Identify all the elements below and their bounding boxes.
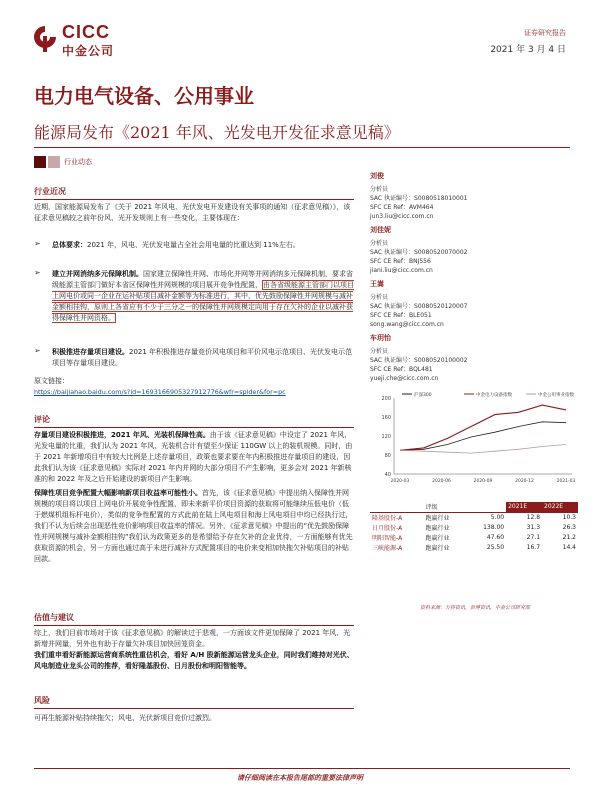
table-header: 评级 <box>423 502 467 512</box>
y-tick-label: 200 <box>381 396 391 402</box>
valuation-table <box>370 502 578 552</box>
legend-label: 中金电力设备指数 <box>476 393 512 398</box>
source-link[interactable]: https://baijiahao.baidu.com/s?id=1693166905327912776&wfr=spider&for=pc <box>34 388 286 396</box>
bullet-icon: ➢ <box>34 239 41 248</box>
valuation-paragraph-2: 我们重申看好新能源运营商系统性重估机会，看好 A/H 股新能源运营龙头企业，同时我们维持对光伏、风电制造业龙头公司的推荐，看好隆基股份、日月股份和明阳智能等。 <box>34 651 354 670</box>
table-cell-rating: 跑赢行业 <box>425 544 450 552</box>
analyst-block <box>370 334 467 383</box>
section-risk <box>34 695 354 724</box>
analyst-block <box>370 226 467 275</box>
x-tick-label: 2020-03 <box>390 479 410 484</box>
table-cell-rating: 跑赢行业 <box>425 534 450 542</box>
source-link-block <box>34 376 354 398</box>
table-body <box>370 512 578 552</box>
bullet-general <box>52 240 354 251</box>
x-tick-label: 2020-09 <box>473 479 493 484</box>
analyst-sfc: SFC CE Ref：BLE051 <box>370 312 432 319</box>
table-header <box>467 502 506 512</box>
table-cell-name: 隆基股份-A <box>372 514 403 522</box>
table-cell-v3: 21.2 <box>562 533 576 541</box>
bullet-lead: 建立并网消纳多元保障机制。 <box>52 270 143 278</box>
analyst-sfc: SFC CE Ref：BNJ556 <box>370 258 431 265</box>
table-header <box>370 502 423 512</box>
tag-marker-dark <box>34 156 46 168</box>
tag-marker-light <box>48 156 60 168</box>
section-heading: 行业近况 <box>34 187 66 196</box>
analyst-email[interactable]: song.wang@cicc.com.cn <box>370 321 444 328</box>
analyst-sac: SAC 执证编号：S0080520100002 <box>370 357 468 364</box>
analyst-name: 刘佳妮 <box>370 226 391 234</box>
analyst-name: 车玥怡 <box>370 334 391 342</box>
analyst-role: 分析员 <box>370 348 389 355</box>
table-cell-v2: 12.8 <box>526 513 541 521</box>
analyst-name: 刘俊 <box>370 172 384 180</box>
table-cell-v2: 27.1 <box>526 533 541 541</box>
bullet-text: 国家建立保障性并网、市场化并网等并网消纳多元保障机制，要求省级能源主管部门做好本省区保障性并网规模的项目展开竞争性配置， <box>52 270 353 289</box>
report-date: 2021 年 3 月 4 日 <box>490 45 566 55</box>
paragraph-lead: 存量项目建设积极推进，2021 年风、光装机保障性高。 <box>34 431 210 439</box>
comment-paragraph-1 <box>34 430 354 485</box>
table-cell-v1: 25.50 <box>486 543 505 551</box>
table-cell-name: 明阳智能-A <box>372 534 403 542</box>
analyst-email[interactable]: jun3.liu@cicc.com.cn <box>370 213 434 220</box>
analyst-email[interactable]: jiani.liu@cicc.com.cn <box>370 267 433 274</box>
bullet-lead: 总体要求： <box>52 241 87 249</box>
section-industry-status <box>34 186 354 224</box>
analyst-sac: SAC 执证编号：S0080518010001 <box>370 195 468 202</box>
analyst-sac: SAC 执证编号：S0080520070002 <box>370 249 468 256</box>
table-cell-v1: 138.00 <box>483 523 505 531</box>
section-heading: 风险 <box>34 696 50 705</box>
table-row <box>370 512 578 522</box>
y-tick-label: 80 <box>384 453 391 459</box>
series-line-0 <box>400 422 566 451</box>
bullet-grid-mechanism <box>52 269 354 324</box>
analyst-email[interactable]: yueji.che@cicc.com.cn <box>370 375 439 382</box>
comment-paragraph-2 <box>34 488 354 565</box>
y-tick-label: 120 <box>381 434 391 440</box>
title-divider <box>34 147 570 148</box>
section-heading: 估值与建议 <box>34 613 74 622</box>
bullet-text: 2021 年，风电、光伏发电量占全社会用电量的比重达到 11%左右。 <box>87 241 300 249</box>
table-cell-v1: 47.60 <box>486 533 505 541</box>
analyst-role: 分析员 <box>370 186 389 193</box>
table-row <box>370 542 578 552</box>
table-cell-v3: 10.3 <box>562 513 576 521</box>
bullet-stock-projects <box>52 347 354 369</box>
analyst-sfc: SFC CE Ref：AVM464 <box>370 204 434 211</box>
series-line-1 <box>400 405 566 450</box>
highlighted-text: 由各省级能源主管部门以项目上网电价或同一企业在运补贴项目减补金额等为标准进行，其中，优先鼓励保障性并网规模与减补金额相挂钩，原则上各省应有不少于三分之一的保障性并网规模定向用于存在欠补的企业以减补获得保障性并网资格。 <box>52 281 354 322</box>
table-cell-v3: 14.4 <box>562 543 576 551</box>
x-tick-label: 2021-03 <box>556 479 576 484</box>
bullet-lead: 积极推进存量项目建设。 <box>52 348 129 356</box>
page-subtitle: 能源局发布《2021 年风、光发电开发征求意见稿》 <box>34 123 400 142</box>
analyst-sfc: SFC CE Ref：BQL481 <box>370 366 433 373</box>
table-cell-name: 三峡能源-A <box>372 544 403 552</box>
table-cell-rating: 跑赢行业 <box>425 524 450 532</box>
analyst-block <box>370 280 467 329</box>
table-cell-rating: 跑赢行业 <box>425 514 450 522</box>
bullet-icon: ➢ <box>34 346 41 355</box>
bullet-text: 2021 年积极推进存量竞价风电项目和平价风电示范项目、光伏发电示范项目等存量项目建设。 <box>52 348 353 367</box>
analyst-sac: SAC 执证编号：S0080520120007 <box>370 303 468 310</box>
table-cell-v2: 16.7 <box>526 543 541 551</box>
section-rule <box>34 625 354 626</box>
report-type: 证券研究报告 <box>524 29 566 37</box>
footer-disclaimer: 请仔细阅读在本报告尾部的重要法律声明 <box>237 774 363 782</box>
legend-label: 中金公用事业指数 <box>538 393 574 398</box>
paragraph-lead: 保障性项目竞争配置大幅影响新项目收益率可能性小。 <box>34 489 202 497</box>
section-rule <box>34 199 354 200</box>
source-link-label: 原文链接： <box>34 377 69 385</box>
section-intro: 近期，国家能源局发布了《关于 2021 年风电、光伏发电开发建设有关事项的通知（征求意见稿）》，该征求意见稿较之前年份风、光开发规则上有一些变化，主要体现在： <box>34 203 351 222</box>
footer-rule <box>34 768 570 769</box>
section-comment <box>34 414 354 565</box>
table-header: 2022E <box>542 502 578 512</box>
x-tick-label: 2020-12 <box>515 479 534 484</box>
analyst-name: 王嵩 <box>370 280 384 288</box>
y-tick-label: 40 <box>384 472 391 478</box>
table-header-row <box>370 502 578 512</box>
table-row <box>370 522 578 532</box>
paragraph-text: 首先，该《征求意见稿》中提出纳入保障性并网规模的项目将以项目上网电价开展竞争性配置，即未来新平价项目资源的获取将可能继续压低电价（低于燃煤机组标杆电价），类似的竞争性配置的方式此前在陆上风电项目和海上风电项目中均已经执行过，我们不认为后续会出现恶性竞价影响项目收益率的情况。另外，《征求意见稿》中提出的“优先鼓励保障性并网规模与减补金额相挂钩”我们认为政策更多的是希望给予存在欠补的企业优待，一方面能够有优先获取资源的机会，另一方面也通过高于未进行减补方式配置项目的电价来变相加快拖欠补贴项目的补贴回款。 <box>34 489 353 563</box>
table-cell-name: 日月股份-A <box>372 524 403 532</box>
cicc-logo-icon <box>32 24 58 54</box>
table-row <box>370 532 578 542</box>
paragraph-text: 由于该《征求意见稿》中设定了 2021 年风、光发电量的比重，我们认为 2021 年风、光装机合计有望至少保证 110GW 以上的装机规模。同时，由于 2021 年新增项目中有较大比例是上述存量项目，政策也要求要在年内积极推进存量项目的建设，因此我们认为该《征求意见稿》实际对 2021 年内并网的大部分项目不产生影响，更多会对 2021 年新核准的和 2022 年及之后开始建设的新项目产生影响。 <box>34 431 353 483</box>
valuation-paragraph-1: 综上，我们目前市场对于该《征求意见稿》的解读过于悲观，一方面该文件更加保障了 2021 年风、光新增并网量，另外也有助于存量欠补项目加快回笼资金。 <box>34 629 351 648</box>
table-source: 资料来源：万得资讯，彭博资讯，中金公司研究部 <box>420 605 531 611</box>
section-valuation <box>34 612 354 672</box>
section-heading: 评论 <box>34 415 50 424</box>
page-title: 电力电气设备、公用事业 <box>34 84 254 108</box>
analyst-block <box>370 172 467 221</box>
section-rule <box>34 427 354 428</box>
table-cell-v3: 26.3 <box>562 523 576 531</box>
analyst-role: 分析员 <box>370 240 389 247</box>
index-performance-chart <box>368 390 578 490</box>
logo-en: CICC <box>62 22 110 42</box>
legend-label: 沪深300 <box>414 393 432 398</box>
table-cell-v1: 5.00 <box>490 513 505 521</box>
y-tick-label: 160 <box>381 415 391 421</box>
logo-cn: 中金公司 <box>62 44 115 58</box>
table-cell-v2: 31.3 <box>526 523 541 531</box>
x-tick-label: 2020-06 <box>432 479 451 484</box>
table-header: 2021E <box>506 502 542 512</box>
bullet-icon: ➢ <box>34 268 41 277</box>
section-rule <box>34 708 354 709</box>
risk-text: 可再生能源补贴持续拖欠；风电、光伏新项目竞价过激烈。 <box>34 714 216 722</box>
analyst-role: 分析员 <box>370 294 389 301</box>
tag-label: 行业动态 <box>64 158 92 166</box>
